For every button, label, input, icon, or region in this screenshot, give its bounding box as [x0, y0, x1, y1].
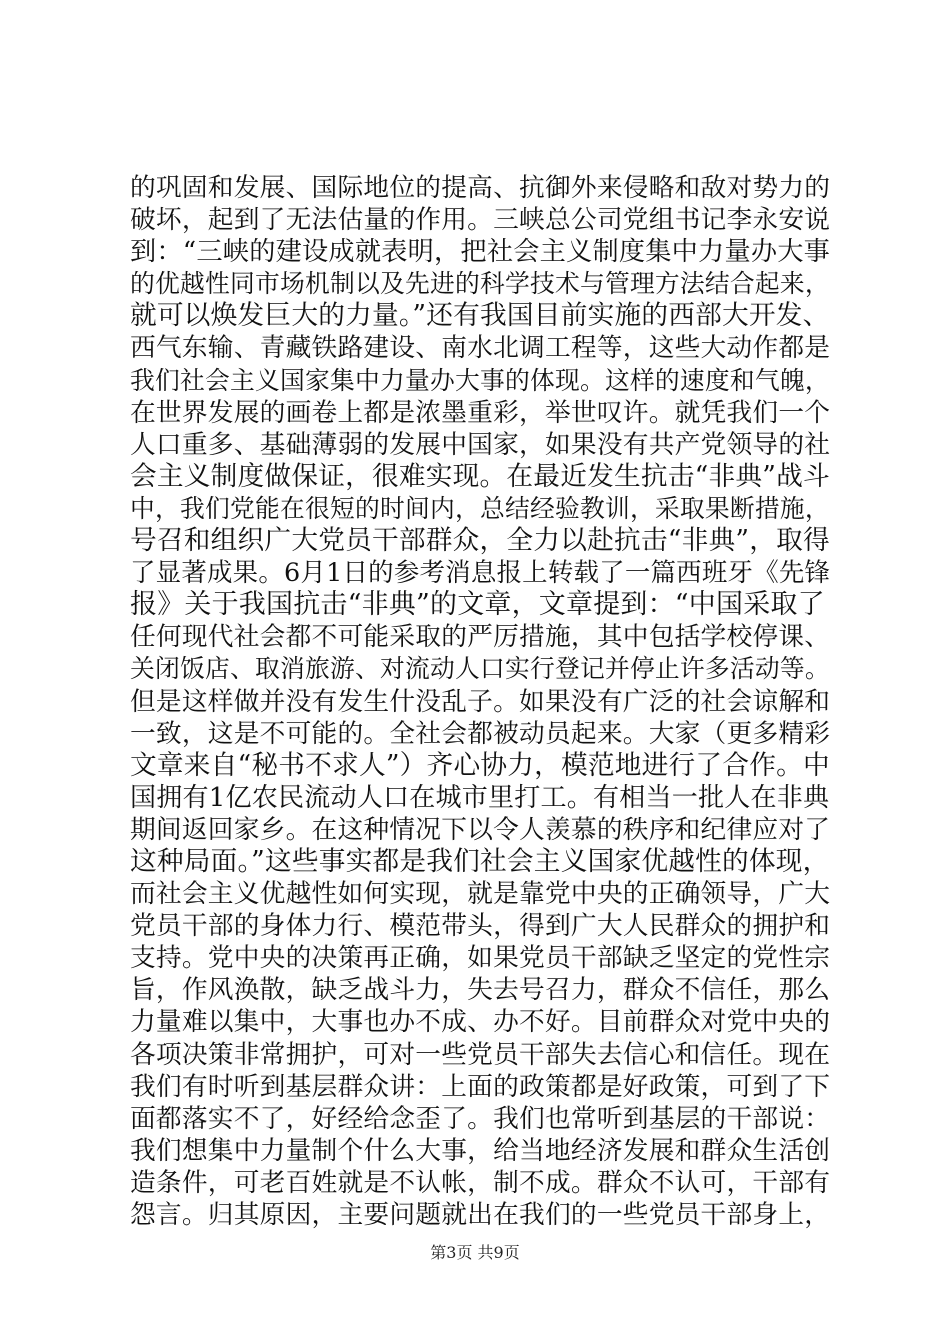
- text-line: 党员干部的身体力行、模范带头，得到广大人民群众的拥护和: [130, 911, 831, 942]
- text-line: 各项决策非常拥护，可对一些党员干部失去信心和信任。现在: [130, 1039, 831, 1070]
- text-line: 的优越性同市场机制以及先进的科学技术与管理方法结合起来，: [130, 269, 830, 299]
- text-line: 号召和组织广大党员干部群众，全力以赴抗击“非典”，取得: [130, 525, 830, 557]
- text-line: 西气东输、青藏铁路建设、南水北调工程等，这些大动作都是: [130, 333, 831, 364]
- text-line: 我们社会主义国家集中力量办大事的体现。这样的速度和气魄，: [130, 365, 830, 395]
- body-text: [130, 172, 830, 1231]
- text-line: 在世界发展的画卷上都是浓墨重彩，举世叹许。就凭我们一个: [130, 397, 831, 428]
- text-line: 我们想集中力量制个什么大事，给当地经济发展和群众生活创: [130, 1135, 831, 1166]
- text-line: 造条件，可老百姓就是不认帐，制不成。群众不认可，干部有: [130, 1167, 831, 1198]
- text-line: 国拥有1亿农民流动人口在城市里打工。有相当一批人在非典: [130, 782, 830, 813]
- text-line: 但是这样做并没有发生什没乱子。如果没有广泛的社会谅解和: [130, 686, 831, 717]
- text-line: 期间返回家乡。在这种情况下以令人羡慕的秩序和纪律应对了: [130, 814, 831, 845]
- text-line: 面都落实不了，好经给念歪了。我们也常听到基层的干部说：: [130, 1103, 831, 1134]
- text-line: 怨言。归其原因，主要问题就出在我们的一些党员干部身上，: [130, 1200, 831, 1230]
- page-footer: 第3页 共9页: [430, 1243, 520, 1262]
- text-line: 的巩固和发展、国际地位的提高、抗御外来侵略和敌对势力的: [130, 173, 831, 203]
- text-line: 了显著成果。6月1日的参考消息报上转载了一篇西班牙《先锋: [130, 558, 831, 589]
- text-line: 旨，作风涣散，缺乏战斗力，失去号召力，群众不信任，那么: [130, 975, 831, 1006]
- text-line: 我们有时听到基层群众讲：上面的政策都是好政策，可到了下: [130, 1071, 831, 1102]
- text-line: 力量难以集中，大事也办不成、办不好。目前群众对党中央的: [130, 1007, 831, 1038]
- text-line: 文章来自“秘书不求人”）齐心协力，模范地进行了合作。中: [130, 749, 830, 781]
- text-line: 这种局面。”这些事实都是我们社会主义国家优越性的体现，: [130, 845, 830, 877]
- text-line: 就可以焕发巨大的力量。”还有我国目前实施的西部大开发、: [130, 300, 830, 332]
- text-line: 而社会主义优越性如何实现，就是靠党中央的正确领导，广大: [130, 879, 831, 910]
- text-line: 会主义制度做保证，很难实现。在最近发生抗击“非典”战斗: [130, 460, 830, 492]
- text-line: 报》关于我国抗击“非典”的文章，文章提到：“中国采取了: [130, 589, 825, 621]
- text-line: 破坏，起到了无法估量的作用。三峡总公司党组书记李永安说: [130, 205, 831, 236]
- text-line: 到：“三峡的建设成就表明，把社会主义制度集中力量办大事: [130, 237, 831, 268]
- text-line: 中，我们党能在很短的时间内，总结经验教训，采取果断措施，: [130, 493, 830, 523]
- text-line: 任何现代社会都不可能采取的严厉措施，其中包括学校停课、: [130, 622, 831, 653]
- text-line: 一致，这是不可能的。全社会都被动员起来。大家（更多精彩: [130, 718, 831, 749]
- text-line: 支持。党中央的决策再正确，如果党员干部缺乏坚定的党性宗: [130, 943, 831, 974]
- text-line: 人口重多、基础薄弱的发展中国家，如果没有共产党领导的社: [130, 429, 831, 460]
- text-line: 关闭饭店、取消旅游、对流动人口实行登记并停止许多活动等。: [130, 654, 830, 684]
